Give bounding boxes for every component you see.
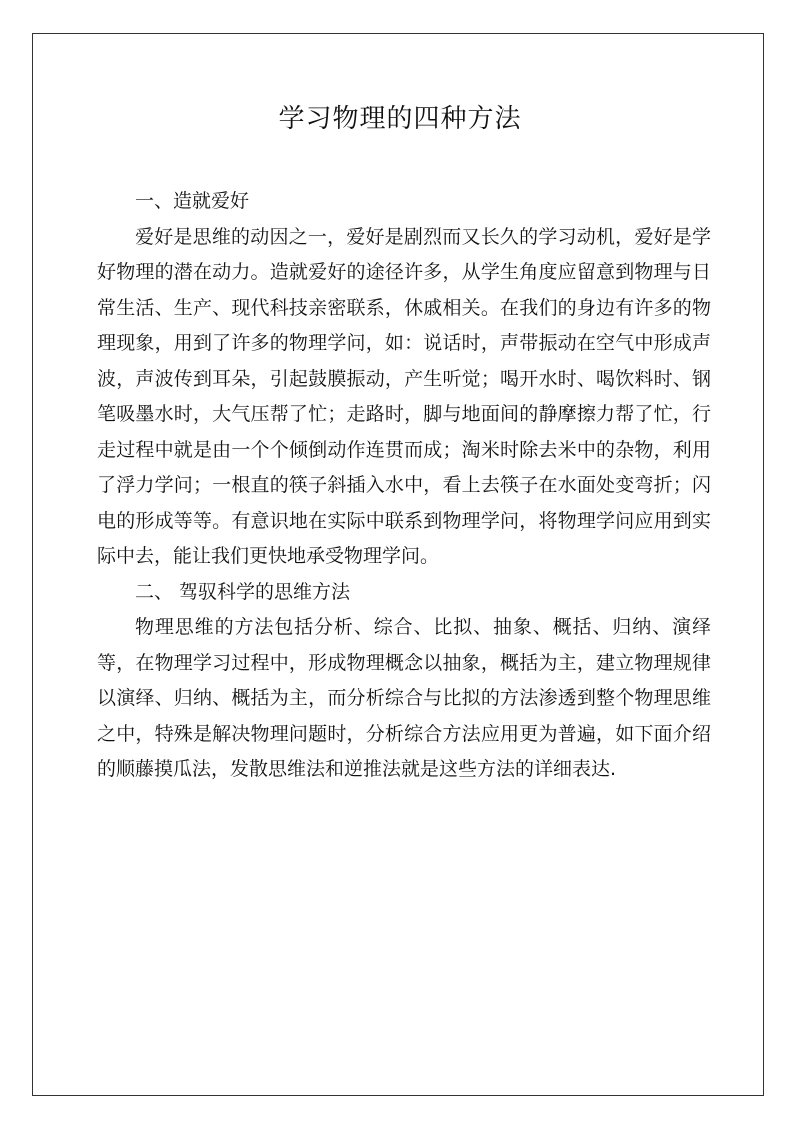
section-2-paragraph: 物理思维的方法包括分析、综合、比拟、抽象、概括、归纳、演绎等，在物理学习过程中，形成物理概念以抽象，概括为主，建立物理规律以演绎、归纳、概括为主，而分析综合与比拟的方法渗透到整个物理思维之中，特殊是解决物理问题时，分析综合方法应用更为普遍，如下面介绍的顺藤摸瓜法，发散思维法和逆推法就是这些方法的详细表达. (97, 616, 711, 780)
section-1-paragraph: 爱好是思维的动因之一，爱好是剧烈而又长久的学习动机，爱好是学好物理的潜在动力。造就爱好的途径许多，从学生角度应留意到物理与日常生活、生产、现代科技亲密联系，休戚相关。在我们的身边有许多的物理现象，用到了许多的物理学问，如：说话时，声带振动在空气中形成声波，声波传到耳朵，引起鼓膜振动，产生听觉；喝开水时、喝饮料时、钢笔吸墨水时，大气压帮了忙；走路时，脚与地面间的静摩擦力帮了忙，行走过程中就是由一个个倾倒动作连贯而成；淘米时除去米中的杂物，利用了浮力学问；一根直的筷子斜插入水中，看上去筷子在水面处变弯折；闪电的形成等等。有意识地在实际中联系到物理学问，将物理学问应用到实际中去，能让我们更快地承受物理学问。 (97, 225, 711, 567)
section-1-heading: 一、造就爱好 (135, 190, 250, 212)
document-title: 学习物理的四种方法 (278, 104, 522, 134)
document-body (97, 184, 711, 788)
section-2-heading: 二、 驾驭科学的思维方法 (135, 580, 351, 603)
